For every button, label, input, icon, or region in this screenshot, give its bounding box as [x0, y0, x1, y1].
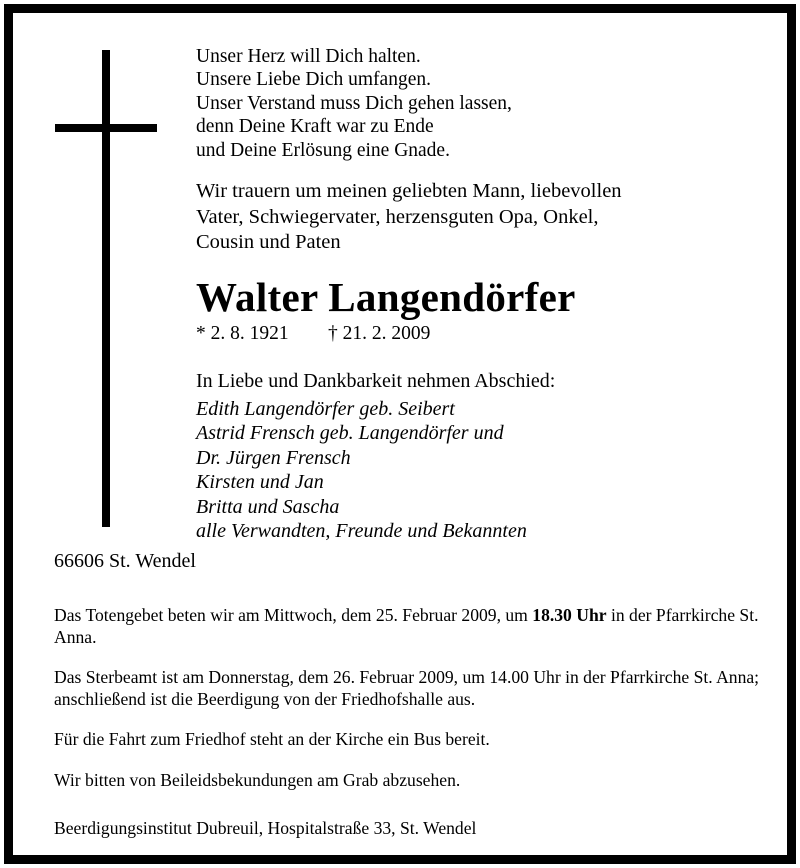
- mourning-intro-line: Wir trauern um meinen geliebten Mann, liebevollen: [196, 180, 622, 203]
- prayer-service-text-before: Das Totengebet beten wir am Mittwoch, dem 25. Februar 2009, um: [54, 605, 533, 625]
- survivor-entry: Britta und Sascha: [196, 495, 340, 518]
- cross-icon-horizontal-bar: [55, 124, 157, 132]
- poem-line: Unser Herz will Dich halten.: [196, 46, 421, 67]
- survivors-list: [196, 397, 769, 544]
- funeral-home-line: Beerdigungsinstitut Dubreuil, Hospitalstraße 33, St. Wendel: [54, 818, 477, 838]
- prayer-service-time: 18.30 Uhr: [532, 605, 607, 625]
- death-date: † 21. 2. 2009: [328, 322, 431, 344]
- poem-line: Unsere Liebe Dich umfangen.: [196, 69, 431, 91]
- mourning-intro-line: Vater, Schwiegervater, herzensguten Opa, Onkel,: [196, 205, 599, 228]
- mourning-intro: [196, 179, 769, 256]
- deceased-name: Walter Langendörfer: [196, 273, 576, 320]
- farewell-intro: In Liebe und Dankbarkeit nehmen Abschied:: [196, 369, 556, 392]
- memorial-poem: [196, 45, 769, 162]
- funeral-arrangements: [54, 605, 767, 840]
- poem-line: denn Deine Kraft war zu Ende: [196, 116, 434, 138]
- life-dates: [196, 322, 769, 345]
- prayer-service-text-after: in der Pfarrkirche St. Anna.: [54, 605, 759, 647]
- obituary-notice: [4, 4, 796, 864]
- poem-line: und Deine Erlösung eine Gnade.: [196, 139, 450, 161]
- birth-date: * 2. 8. 1921: [196, 322, 289, 344]
- survivor-entry: alle Verwandten, Freunde und Bekannten: [196, 520, 527, 543]
- prayer-service-paragraph: [54, 605, 767, 648]
- mourning-intro-line: Cousin und Paten: [196, 231, 341, 254]
- upper-text-block: [196, 45, 769, 544]
- lower-text-block: [54, 549, 767, 840]
- survivor-entry: Kirsten und Jan: [196, 471, 324, 494]
- funeral-mass-paragraph: Das Sterbeamt ist am Donnerstag, dem 26. Februar 2009, um 14.00 Uhr in der Pfarrkirche St. Anna; anschließend ist die Beerdigung von der Friedhofshalle aus.: [54, 667, 760, 709]
- condolence-notice-paragraph: Wir bitten von Beileidsbekundungen am Grab abzusehen.: [54, 769, 461, 790]
- bus-notice-paragraph: Für die Fahrt zum Friedhof steht an der Kirche ein Bus bereit.: [54, 729, 490, 749]
- cross-icon-vertical-bar: [102, 50, 110, 527]
- place-line: 66606 St. Wendel: [54, 550, 196, 572]
- survivor-entry: Astrid Frensch geb. Langendörfer und: [196, 422, 504, 445]
- poem-line: Unser Verstand muss Dich gehen lassen,: [196, 92, 512, 114]
- survivor-entry: Edith Langendörfer geb. Seibert: [196, 397, 455, 420]
- survivor-entry: Dr. Jürgen Frensch: [196, 446, 351, 469]
